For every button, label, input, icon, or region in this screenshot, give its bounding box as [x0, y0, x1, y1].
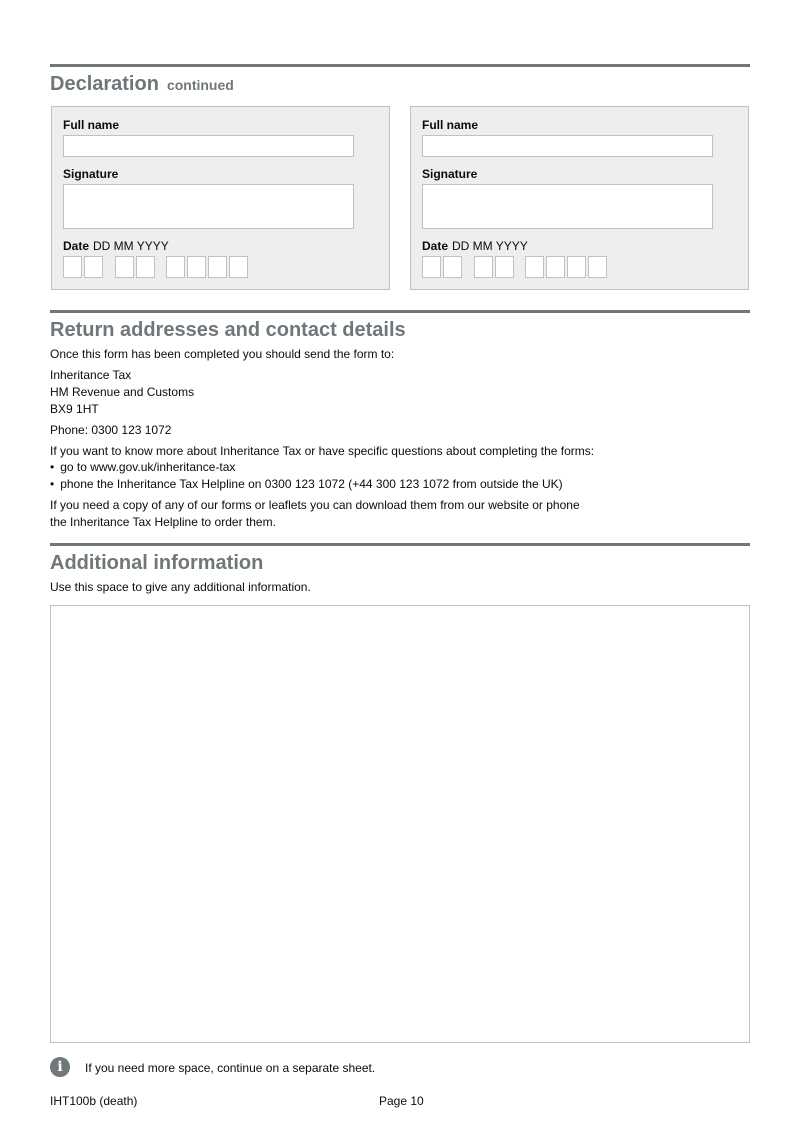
return-heading: Return addresses and contact details	[50, 319, 406, 341]
date-label-text: Date	[63, 239, 90, 253]
date-year-digit-1[interactable]	[166, 256, 185, 278]
return-intro: Once this form has been completed you should send the form to:	[50, 347, 395, 361]
form-id: IHT100b (death)	[50, 1094, 138, 1108]
date-month-digit-1[interactable]	[115, 256, 134, 278]
declaration-panel-1	[51, 106, 390, 290]
phone-line: Phone: 0300 123 1072	[50, 423, 172, 437]
list-item: • go to www.gov.uk/inheritance-tax	[50, 459, 563, 476]
list-item: • phone the Inheritance Tax Helpline on 0300 123 1072 (+44 300 123 1072 from outside the UK)	[50, 476, 563, 493]
additional-heading: Additional information	[50, 552, 264, 574]
date-year-digit-2[interactable]	[187, 256, 206, 278]
address-line-3: BX9 1HT	[50, 402, 99, 416]
address-line-2: HM Revenue and Customs	[50, 385, 195, 399]
date-month-digit-1[interactable]	[474, 256, 493, 278]
copy-line-2: the Inheritance Tax Helpline to order them.	[50, 515, 276, 529]
date-month-digit-2[interactable]	[136, 256, 155, 278]
declaration-heading	[50, 73, 234, 96]
date-label-text: Date	[422, 239, 449, 253]
date-hint: DD MM YYYY	[452, 239, 528, 253]
date-label	[422, 239, 528, 253]
date-year-digit-4[interactable]	[229, 256, 248, 278]
date-day-digit-1[interactable]	[63, 256, 82, 278]
additional-rule	[50, 543, 750, 546]
return-rule	[50, 310, 750, 313]
declaration-rule	[50, 64, 750, 67]
declaration-subtitle: continued	[166, 77, 234, 93]
address-line-1: Inheritance Tax	[50, 368, 132, 382]
signature-field[interactable]	[422, 184, 713, 229]
full-name-field[interactable]	[422, 135, 713, 157]
additional-intro: Use this space to give any additional information.	[50, 580, 311, 594]
date-year-digit-4[interactable]	[588, 256, 607, 278]
contact-bullet-list	[50, 459, 563, 493]
full-name-field[interactable]	[63, 135, 354, 157]
copy-line-1: If you need a copy of any of our forms or leaflets you can download them from our website or phone	[50, 498, 580, 512]
more-space-note: If you need more space, continue on a separate sheet.	[85, 1061, 376, 1075]
more-info-line: If you want to know more about Inheritance Tax or have specific questions about completing the forms:	[50, 444, 595, 458]
date-hint: DD MM YYYY	[93, 239, 169, 253]
full-name-label: Full name	[63, 118, 120, 132]
date-year-digit-3[interactable]	[208, 256, 227, 278]
date-day-digit-1[interactable]	[422, 256, 441, 278]
date-year-digit-3[interactable]	[567, 256, 586, 278]
date-day-digit-2[interactable]	[84, 256, 103, 278]
info-icon: i	[50, 1057, 70, 1077]
signature-field[interactable]	[63, 184, 354, 229]
date-year-digit-1[interactable]	[525, 256, 544, 278]
date-month-digit-2[interactable]	[495, 256, 514, 278]
signature-label: Signature	[63, 167, 119, 181]
additional-info-textarea[interactable]	[50, 605, 750, 1043]
signature-label: Signature	[422, 167, 478, 181]
date-label	[63, 239, 169, 253]
full-name-label: Full name	[422, 118, 479, 132]
page-number: Page 10	[379, 1094, 424, 1108]
declaration-panel-2	[410, 106, 749, 290]
date-day-digit-2[interactable]	[443, 256, 462, 278]
declaration-title: Declaration	[50, 73, 159, 95]
date-year-digit-2[interactable]	[546, 256, 565, 278]
